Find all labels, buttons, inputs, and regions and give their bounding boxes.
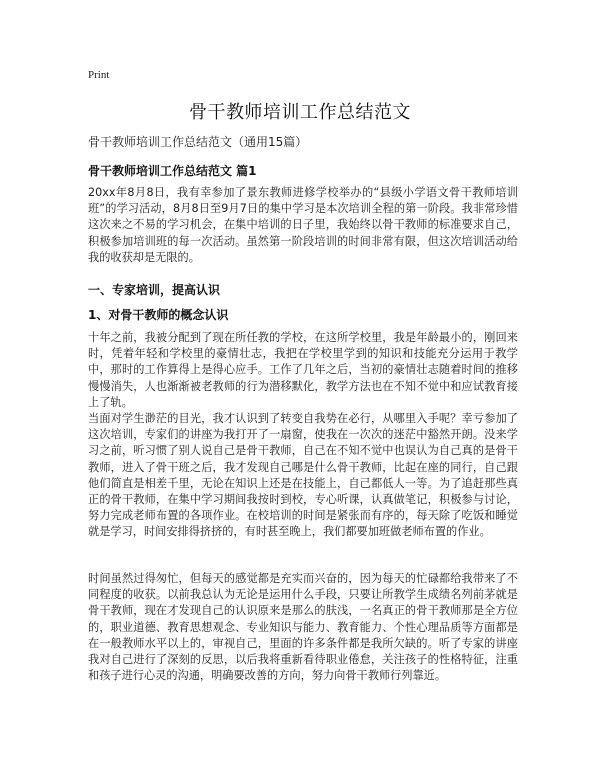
section-heading-1: 一、专家培训，提高认识 bbox=[88, 283, 221, 297]
paragraph-intro: 20xx年8月8日，我有幸参加了景东教师进修学校举办的“县级小学语文骨干教师培训班”的学习活动，8月8日至9月7日的集中学习是本次培训全程的第一阶段。我非常珍惜这次来之不易的学习机会，在集中培训的日子里，我始终以骨干教师的标准要求自己，积极参加培训班的每一次活动。虽然第一阶段培训的时间非常有限，但这次培训活动给我的收获却是无限的。 bbox=[88, 186, 518, 264]
paragraph-3: 当面对学生渺茫的目光，我才认识到了转变自我势在必行，从哪里入手呢？幸亏参加了这次培训，专家们的讲座为我打开了一扇窗，使我在一次次的迷茫中豁然开朗。没来学习之前，听习惯了别人说自己是骨干教师，自己在不知不觉中也误认为自己真的是骨干教师，进入了骨干班之后，我才发现自己哪是什么骨干教师，比起在座的同行，自己跟他们简直是相差千里，无论在知识上还是在技能上，自己都低人一等。为了追赶那些真正的骨干教师，在集中学习期间我按时到校，专心听课，认真做笔记，积极参与讨论，努力完成老师布置的各项作业。在校培训的时间是紧张而有序的，每天除了吃饭和睡觉就是学习，时间安排得挤挤的，有时甚至晚上，我们都要加班做老师布置的作业。 bbox=[88, 412, 518, 539]
print-label: Print bbox=[88, 69, 110, 81]
paragraph-4: 时间虽然过得匆忙，但每天的感觉都是充实而兴奋的，因为每天的忙碌都给我带来了不同程度的收获。以前我总认为无论是运用什么手段，只要让所教学生成绩名列前茅就是骨干教师，现在才发现自己的认识原来是那么的肤浅，一名真正的骨干教师那是全方位的，职业道德、教育思想观念、专业知识与能力、教育能力、个性心理品质等方面都是在一般教师水平以上的，审视自己，里面的许多条件都是我所欠缺的。听了专家的讲座我对自己进行了深刻的反思，以后我将重新看待职业倦怠，关注孩子的性格特征，注重和孩子进行心灵的沟通，明确要改善的方向，努力向骨干教师行列靠近。 bbox=[88, 572, 518, 683]
document-subtitle: 骨干教师培训工作总结范文（通用15篇） bbox=[88, 135, 308, 149]
page-title: 骨干教师培训工作总结范文 bbox=[189, 102, 411, 123]
paragraph-2: 十年之前，我被分配到了现在所任教的学校，在这所学校里，我是年龄最小的，刚回来时，凭着年轻和学校里的豪情壮志，我把在学校里学到的知识和技能充分运用于教学中，那时的工作算得上是得心应手。工作了几年之后，当初的豪情壮志随着时间的推移慢慢消失，人也渐渐被老教师的行为潜移默化，教学方法也在不知不觉中和应试教育接上了轨。 bbox=[88, 331, 518, 409]
section-heading-1-1: 1、对骨干教师的概念认识 bbox=[88, 308, 229, 322]
article-title: 骨干教师培训工作总结范文 篇1 bbox=[88, 164, 257, 178]
